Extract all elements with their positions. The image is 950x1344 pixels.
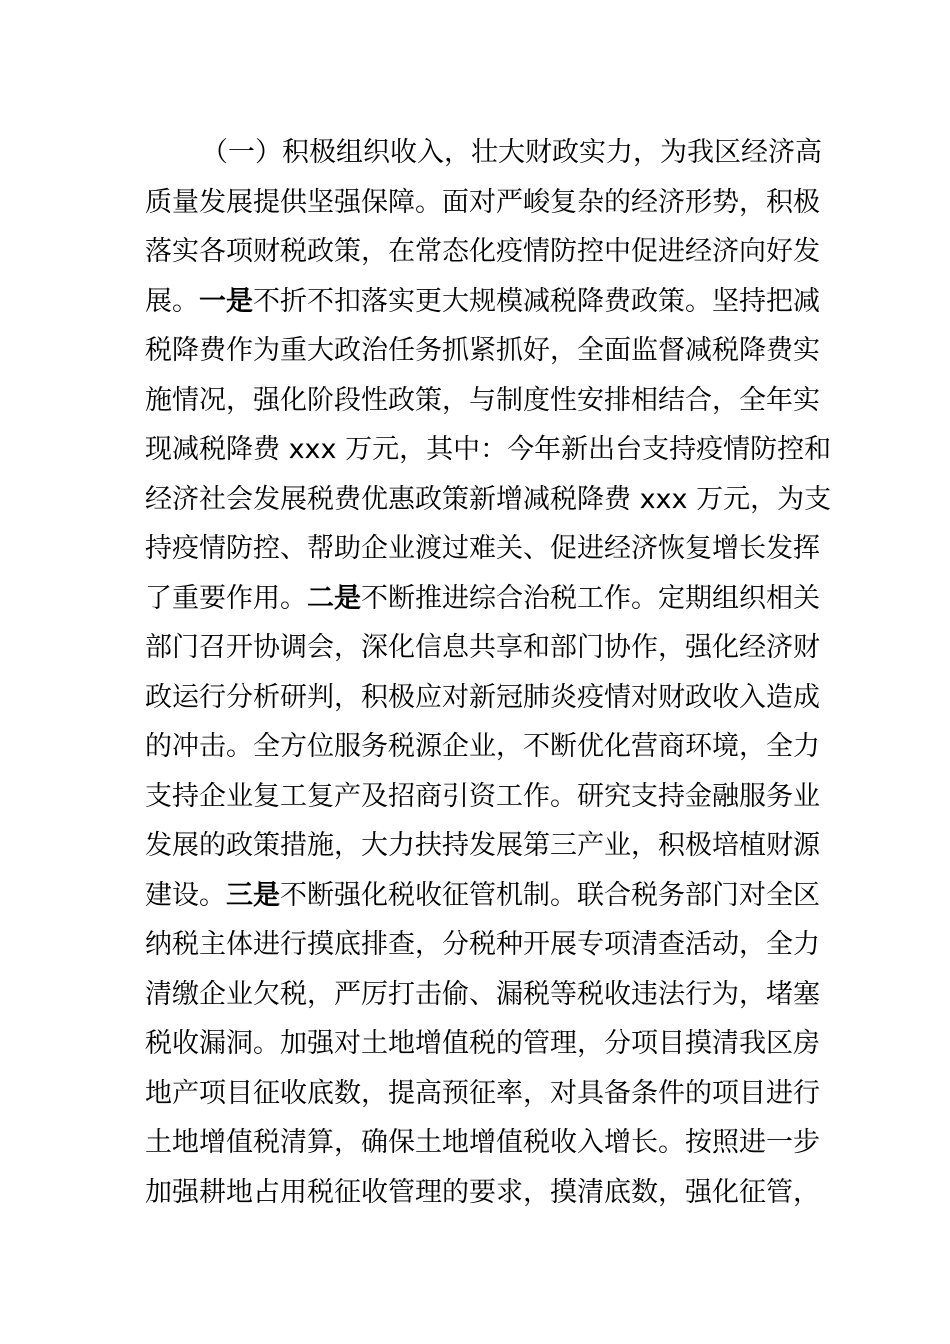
text-line	[145, 1069, 820, 1119]
text-line	[145, 227, 820, 277]
text-segment: 落实各项财税政策，在常态化疫情防控中促进经济向好发	[145, 236, 820, 267]
text-segment: 发展的政策措施，大力扶持发展第三产业，积极培植财源	[145, 830, 820, 861]
text-line	[145, 1168, 820, 1218]
text-line	[145, 821, 820, 871]
text-segment: 部门召开协调会，深化信息共享和部门协作，强化经济财	[145, 632, 820, 663]
text-line	[145, 277, 820, 327]
text-segment: 不折不扣落实更大规模减税降费政策。坚持把减	[253, 285, 820, 317]
text-line	[145, 772, 820, 822]
text-segment: 建设。	[145, 879, 226, 911]
text-segment: 加强耕地占用税征收管理的要求，摸清底数，强化征管，	[145, 1176, 820, 1208]
text-line	[145, 623, 820, 673]
bold-keyword: 一是	[199, 285, 253, 317]
text-line	[145, 1118, 820, 1168]
document-body	[145, 128, 832, 1217]
text-segment: 支持企业复工复产及招商引资工作。研究支持金融服务业	[145, 780, 820, 812]
text-line	[145, 722, 820, 772]
text-segment: 经济社会发展税费优惠政策新增减税降费 xxx 万元，为支	[145, 483, 832, 515]
text-segment: 质量发展提供坚强保障。面对严峻复杂的经济形势，积极	[145, 186, 820, 218]
text-segment: 施情况，强化阶段性政策，与制度性安排相结合，全年实	[145, 384, 820, 416]
text-segment: 展。	[145, 285, 199, 317]
bold-keyword: 二是	[307, 582, 361, 614]
text-line	[145, 524, 820, 574]
text-segment: 税降费作为重大政治任务抓紧抓好，全面监督减税降费实	[145, 335, 820, 366]
text-segment: 税收漏洞。加强对土地增值税的管理，分项目摸清我区房	[145, 1028, 820, 1059]
text-line	[145, 920, 820, 970]
text-line	[145, 178, 820, 228]
bold-keyword: 三是	[226, 879, 280, 911]
text-line	[145, 376, 820, 426]
text-segment: （一）积极组织收入，壮大财政实力，为我区经济高	[201, 137, 822, 168]
text-line	[145, 970, 820, 1020]
text-segment: 政运行分析研判，积极应对新冠肺炎疫情对财政收入造成	[145, 681, 820, 713]
text-segment: 了重要作用。	[145, 582, 307, 614]
text-segment: 的冲击。全方位服务税源企业，不断优化营商环境，全力	[145, 731, 820, 762]
text-segment: 地产项目征收底数，提高预征率，对具备条件的项目进行	[145, 1077, 820, 1109]
text-line	[145, 871, 820, 921]
text-line	[145, 574, 820, 624]
text-line	[145, 1019, 820, 1069]
text-segment: 土地增值税清算，确保土地增值税收入增长。按照进一步	[145, 1127, 820, 1158]
text-line	[145, 326, 820, 376]
text-line	[145, 425, 832, 475]
text-line	[145, 128, 822, 178]
text-segment: 清缴企业欠税，严厉打击偷、漏税等税收违法行为，堵塞	[145, 978, 820, 1010]
text-segment: 纳税主体进行摸底排查，分税种开展专项清查活动，全力	[145, 929, 820, 960]
text-segment: 现减税降费 xxx 万元，其中：今年新出台支持疫情防控和	[145, 434, 832, 465]
text-line	[145, 673, 820, 723]
text-segment: 持疫情防控、帮助企业渡过难关、促进经济恢复增长发挥	[145, 533, 820, 564]
text-segment: 不断强化税收征管机制。联合税务部门对全区	[280, 879, 820, 911]
text-segment: 不断推进综合治税工作。定期组织相关	[361, 582, 820, 614]
text-line	[145, 475, 832, 525]
